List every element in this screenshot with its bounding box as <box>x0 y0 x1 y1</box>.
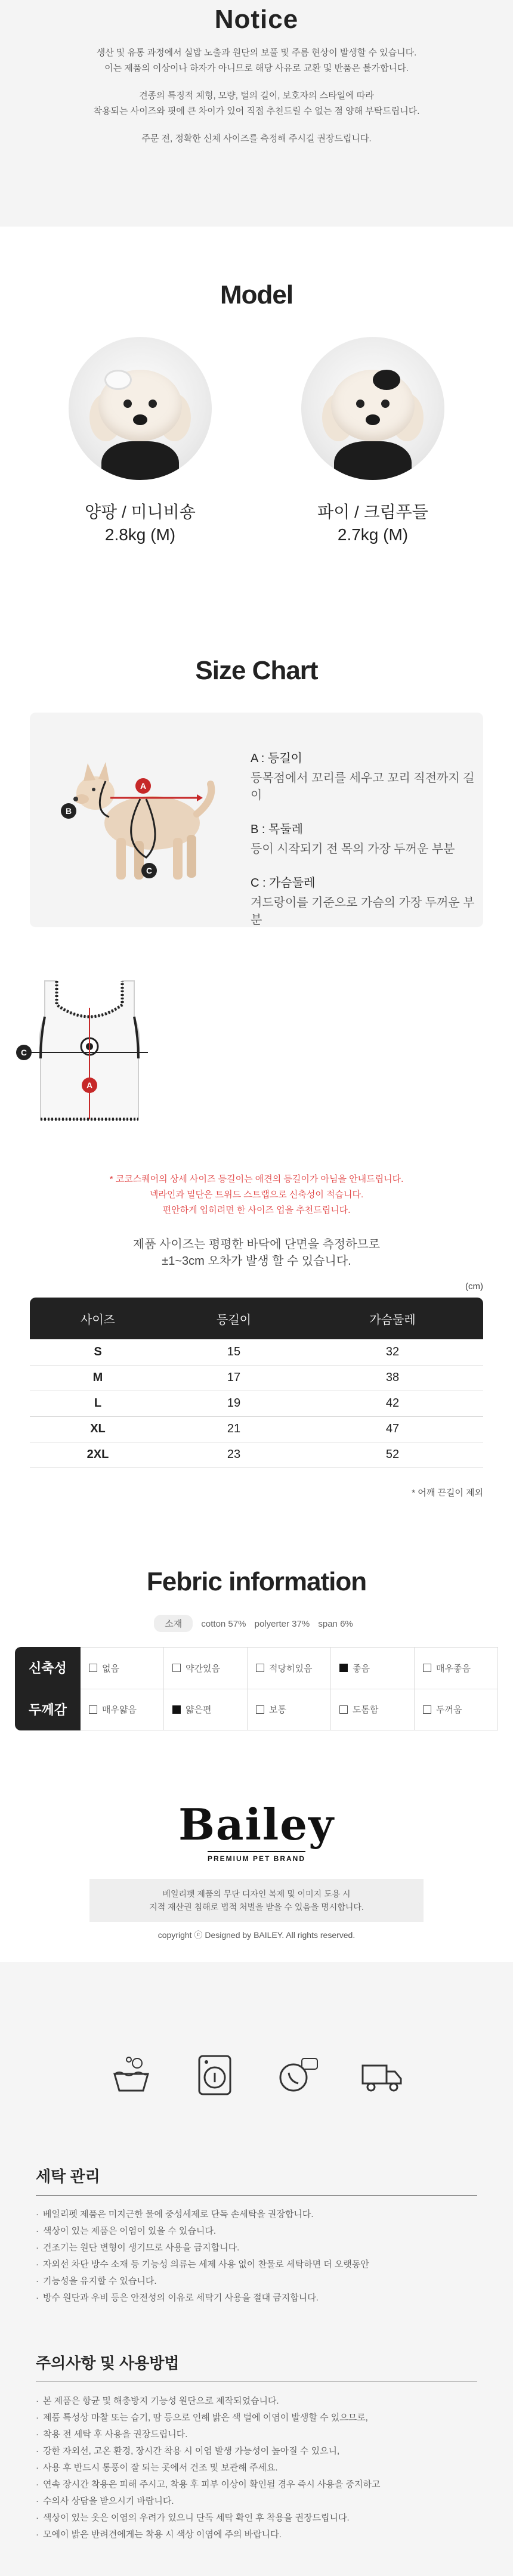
brand-section <box>0 1799 513 1941</box>
checkbox-icon <box>256 1664 264 1672</box>
notice-line: 착용되는 사이즈와 핏에 큰 차이가 있어 직접 추천드릴 수 없는 점 양해 부탁드립니다. <box>93 106 420 116</box>
notice-title: Notice <box>214 5 299 34</box>
label-c: C <box>146 866 153 875</box>
measure-title: B : 목둘레 <box>251 823 303 836</box>
delivery-truck-icon <box>358 2051 406 2099</box>
label-b: B <box>65 806 72 816</box>
list-item: · 제품 특성상 마찰 또는 습기, 땀 등으로 인해 밝은 색 털에 이염이 발생할 수 있으므로, <box>36 2410 477 2426</box>
option-label: 매우좋음 <box>436 1663 471 1674</box>
fabric-title: Febric information <box>146 1566 367 1596</box>
property-option <box>331 1648 415 1689</box>
material-tag: 소재 <box>154 1615 193 1632</box>
list-item: · 베일리펫 제품은 미지근한 물에 중성세제로 단독 손세탁을 권장합니다. <box>36 2206 477 2223</box>
measure-title: C : 가슴둘레 <box>251 877 316 890</box>
caution-block <box>36 2351 477 2543</box>
property-label: 신축성 <box>15 1647 81 1689</box>
chest-cell: 42 <box>302 1391 483 1416</box>
chest-cell: 47 <box>302 1416 483 1442</box>
hand-wash-icon <box>107 2051 155 2099</box>
bow-icon <box>104 370 132 390</box>
option-label: 적당히있음 <box>269 1663 313 1674</box>
list-item: · 방수 원단과 우비 등은 안전성의 이유로 세탁기 사용을 절대 금지합니다. <box>36 2290 477 2306</box>
model-card <box>69 337 212 544</box>
length-cell: 15 <box>166 1339 302 1365</box>
garment-diagram <box>0 963 179 1142</box>
table-footnote: * 어깨 끈길이 제외 <box>412 1487 483 1498</box>
list-item: · 강한 자외선, 고온 환경, 장시간 착용 시 이염 발생 가능성이 높아질 수 있으니, <box>36 2443 477 2460</box>
wash-care-title: 세탁 관리 <box>36 2165 477 2196</box>
property-option <box>331 1689 415 1730</box>
list-item: · 사용 후 반드시 통풍이 잘 되는 곳에서 건조 및 보관해 주세요. <box>36 2460 477 2476</box>
copyright-notice-line: 베일리펫 제품의 무단 디자인 복제 및 이미지 도용 시 <box>162 1888 351 1899</box>
notice-line: 주문 전, 정확한 신체 사이즈를 측정해 주시길 권장드립니다. <box>141 134 372 144</box>
checkbox-icon <box>89 1664 97 1672</box>
length-cell: 23 <box>166 1442 302 1467</box>
table-row <box>30 1365 483 1391</box>
brand-logo: Bailey <box>178 1798 335 1850</box>
model-card <box>301 337 444 544</box>
model-photo <box>69 337 212 480</box>
option-label: 보통 <box>269 1705 286 1715</box>
red-notes <box>0 1172 513 1218</box>
copyright-notice-box <box>89 1879 424 1922</box>
property-label: 두께감 <box>15 1689 81 1730</box>
brand-subtitle: PREMIUM PET BRAND <box>208 1851 305 1863</box>
material-item: span 6% <box>318 1618 353 1629</box>
list-item: · 자외선 차단 방수 소재 등 기능성 의류는 세제 사용 없이 찬물로 세탁하면 더 오랫동안 <box>36 2256 477 2273</box>
bow-icon <box>373 370 400 390</box>
table-header: 사이즈 <box>30 1298 166 1339</box>
measure-item <box>251 748 477 803</box>
length-cell: 17 <box>166 1365 302 1391</box>
property-row-stretch <box>15 1647 498 1689</box>
checkbox-icon <box>423 1664 431 1672</box>
property-option <box>164 1648 248 1689</box>
list-item: · 건조기는 원단 변형이 생기므로 사용을 금지합니다. <box>36 2240 477 2256</box>
red-note: 편안하게 입히려면 한 사이즈 업을 추천드립니다. <box>162 1205 351 1215</box>
option-label: 약간있음 <box>186 1663 220 1674</box>
checkbox-icon <box>423 1705 431 1714</box>
notice-line: 생산 및 유통 과정에서 실밥 노출과 원단의 보풀 및 주름 현상이 발생할 수 있습니다. <box>96 48 417 58</box>
care-icons <box>0 2051 513 2099</box>
option-label: 매우얇음 <box>102 1705 137 1715</box>
table-row <box>30 1416 483 1442</box>
checkbox-icon <box>339 1705 348 1714</box>
table-row <box>30 1391 483 1416</box>
length-cell: 19 <box>166 1391 302 1416</box>
size-cell: XL <box>30 1416 166 1442</box>
wash-care-block <box>36 2165 477 2306</box>
list-item: · 수의사 상담을 받으시기 바랍니다. <box>36 2493 477 2510</box>
list-item: · 모에이 밝은 반려견에게는 착용 시 색상 이염에 주의 바랍니다. <box>36 2527 477 2543</box>
size-table <box>30 1298 483 1468</box>
fabric-properties <box>15 1647 498 1730</box>
size-cell: M <box>30 1365 166 1391</box>
measure-note-line: 제품 사이즈는 평평한 바닥에 단면을 측정하므로 <box>132 1238 381 1251</box>
customer-call-icon <box>274 2051 322 2099</box>
measure-desc: 등이 시작되기 전 목의 가장 두꺼운 부분 <box>251 843 455 856</box>
checkbox-icon <box>89 1705 97 1714</box>
copyright-notice-line: 지적 재산권 침해로 법적 처벌을 받을 수 있음을 명시합니다. <box>149 1902 364 1912</box>
fabric-section <box>0 1567 513 1730</box>
model-name: 양팡 / 미니비숑 <box>85 503 196 521</box>
property-option <box>415 1689 498 1730</box>
measure-item <box>251 873 477 927</box>
washing-machine-icon <box>191 2051 239 2099</box>
model-weight: 2.8kg (M) <box>104 525 176 544</box>
list-item: · 착용 전 세탁 후 사용을 권장드립니다. <box>36 2426 477 2443</box>
label-a: A <box>140 781 147 791</box>
checkbox-icon <box>172 1664 181 1672</box>
table-row <box>30 1339 483 1365</box>
chest-cell: 32 <box>302 1339 483 1365</box>
property-option <box>248 1648 331 1689</box>
unit-label: (cm) <box>465 1281 483 1292</box>
notice-line: 견종의 특징적 체형, 모량, 털의 길이, 보호자의 스타일에 따라 <box>139 91 374 101</box>
dog-measure-diagram <box>51 751 230 894</box>
chest-cell: 52 <box>302 1442 483 1467</box>
caution-title: 주의사항 및 사용방법 <box>36 2351 477 2382</box>
model-section <box>0 227 513 656</box>
option-label: 얇은편 <box>186 1705 212 1715</box>
model-photo <box>301 337 444 480</box>
garment-label-c: C <box>20 1048 27 1057</box>
option-label: 좋음 <box>353 1663 370 1674</box>
property-option <box>81 1648 164 1689</box>
list-item: · 색상이 있는 제품은 이염이 있을 수 있습니다. <box>36 2223 477 2240</box>
property-row-thickness <box>15 1689 498 1730</box>
checkbox-checked-icon <box>172 1705 181 1714</box>
chest-cell: 38 <box>302 1365 483 1391</box>
size-cell: S <box>30 1339 166 1365</box>
list-item: · 본 제품은 항균 및 해충방지 기능성 원단으로 제작되었습니다. <box>36 2393 477 2410</box>
table-header: 등길이 <box>166 1298 302 1339</box>
table-row <box>30 1442 483 1467</box>
measure-guide <box>30 713 483 927</box>
size-cell: L <box>30 1391 166 1416</box>
measure-note <box>0 1236 513 1270</box>
property-option <box>164 1689 248 1730</box>
model-name: 파이 / 크림푸들 <box>317 503 428 521</box>
model-weight: 2.7kg (M) <box>337 525 409 544</box>
list-item: · 기능성을 유지할 수 있습니다. <box>36 2273 477 2290</box>
property-option <box>248 1689 331 1730</box>
property-option <box>415 1648 498 1689</box>
notice-section <box>0 0 513 227</box>
measure-desc: 겨드랑이를 기준으로 가슴의 가장 두꺼운 부분 <box>251 896 475 927</box>
measure-note-line: ±1~3cm 오차가 발생 할 수 있습니다. <box>162 1255 351 1268</box>
care-section <box>0 1962 513 2576</box>
measure-item <box>251 819 477 856</box>
notice-line: 이는 제품의 이상이나 하자가 아니므로 해당 사유로 교환 및 반품은 불가합니다. <box>104 63 409 73</box>
material-item: cotton 57% <box>201 1618 246 1629</box>
red-note: 넥라인과 밑단은 트위드 스트랩으로 신축성이 적습니다. <box>149 1190 364 1200</box>
option-label: 두꺼움 <box>436 1705 462 1715</box>
checkbox-icon <box>256 1705 264 1714</box>
list-item: · 색상이 있는 옷은 이염의 우려가 있으니 단독 세탁 확인 후 착용을 권장드립니다. <box>36 2510 477 2527</box>
size-chart-section <box>0 656 513 1498</box>
measure-desc: 등목점에서 꼬리를 세우고 꼬리 직전까지 길이 <box>251 772 475 802</box>
red-note: * 코코스퀘어의 상세 사이즈 등길이는 애견의 등길이가 아님을 안내드립니다. <box>109 1174 404 1184</box>
option-label: 없음 <box>102 1663 119 1674</box>
property-option <box>81 1689 164 1730</box>
checkbox-checked-icon <box>339 1664 348 1672</box>
list-item: · 연속 장시간 착용은 피해 주시고, 착용 후 피부 이상이 확인될 경우 즉시 사용을 중지하고 <box>36 2476 477 2493</box>
size-cell: 2XL <box>30 1442 166 1467</box>
measure-title: A : 등길이 <box>251 752 302 765</box>
table-header: 가슴둘레 <box>302 1298 483 1339</box>
copyright-text: copyright ⓒ Designed by BAILEY. All rights reserved. <box>157 1930 356 1940</box>
option-label: 도톰함 <box>353 1705 379 1715</box>
material-row <box>0 1615 513 1632</box>
model-title: Model <box>220 280 293 309</box>
size-chart-title: Size Chart <box>195 656 318 685</box>
material-item: polyerter 37% <box>254 1618 310 1629</box>
length-cell: 21 <box>166 1416 302 1442</box>
garment-label-a: A <box>86 1080 93 1090</box>
